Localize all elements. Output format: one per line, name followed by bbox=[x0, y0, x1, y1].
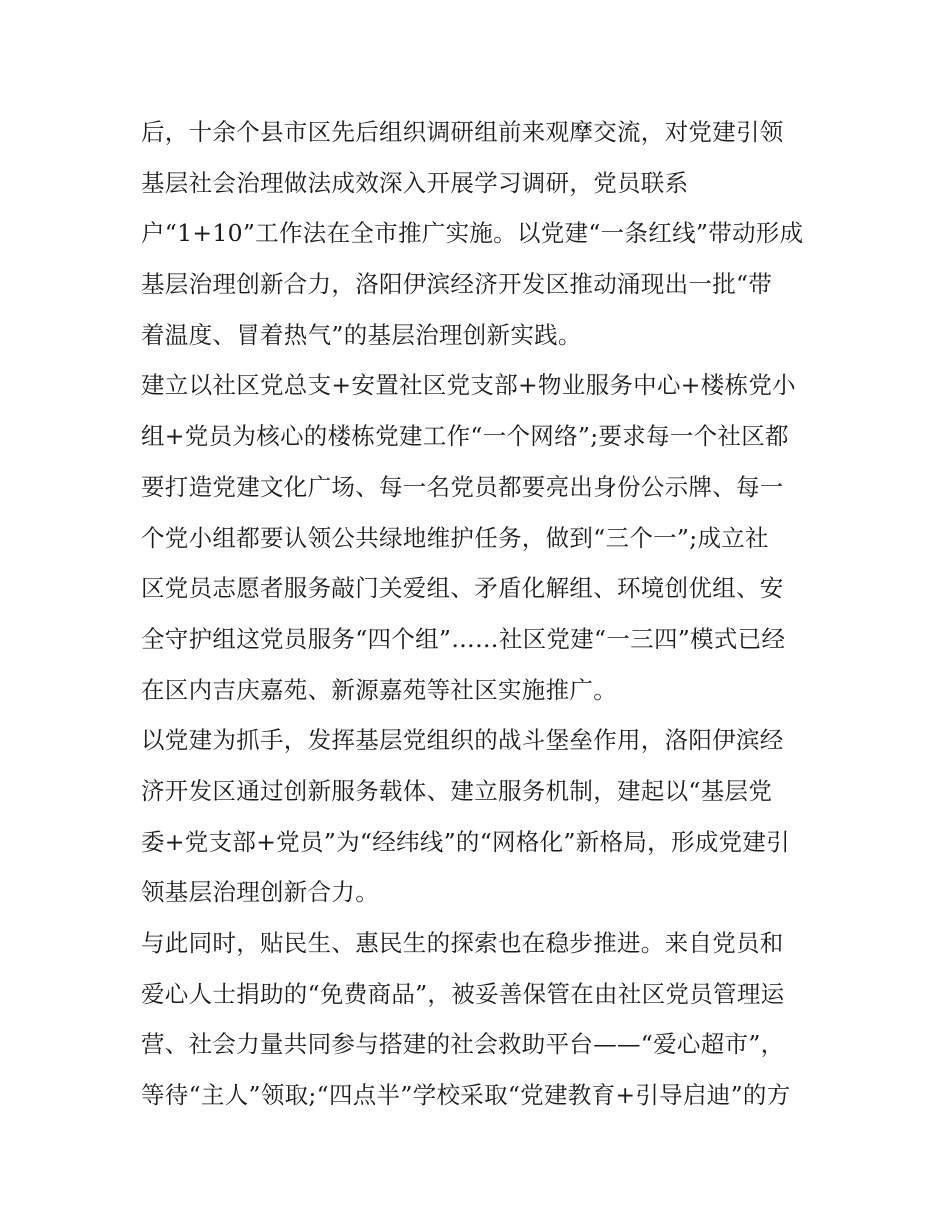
text-line: 后，十余个县市区先后组织调研组前来观摩交流，对党建引领 bbox=[141, 118, 784, 146]
text-line: 全守护组这党员服务“四个组”……社区党建“一三四”模式已经 bbox=[141, 624, 786, 653]
text-line: 个党小组都要认领公共绿地维护任务，做到“三个一”;成立社 bbox=[141, 523, 769, 552]
text-line: 委+党支部+党员”为“经纬线”的“网格化”新格局，形成党建引 bbox=[141, 827, 790, 856]
text-line: 要打造党建文化广场、每一名党员都要亮出身份公示牌、每一 bbox=[141, 472, 784, 501]
text-line: 户“1+10”工作法在全市推广实施。以党建“一条红线”带动形成 bbox=[141, 219, 804, 248]
text-line: 营、社会力量共同参与搭建的社会救助平台——“爱心超市”， bbox=[141, 1030, 785, 1059]
text-line: 与此同时，贴民生、惠民生的探索也在稳步推进。来自党员和 bbox=[141, 929, 784, 957]
body-text bbox=[141, 107, 821, 1121]
text-line: 爱心人士捐助的“免费商品”，被妥善保管在由社区党员管理运 bbox=[141, 979, 785, 1008]
text-line: 济开发区通过创新服务载体、建立服务机制，建起以“基层党 bbox=[141, 776, 773, 805]
text-line: 区党员志愿者服务敲门关爱组、矛盾化解组、环境创优组、安 bbox=[141, 574, 784, 603]
text-line: 基层社会治理做法成效深入开展学习调研，党员联系 bbox=[141, 168, 689, 197]
text-line: 以党建为抓手，发挥基层党组织的战斗堡垒作用，洛阳伊滨经 bbox=[141, 726, 784, 755]
text-line: 等待“主人”领取;“四点半”学校采取“党建教育+引导启迪”的方 bbox=[141, 1081, 791, 1110]
text-line: 基层治理创新合力，洛阳伊滨经济开发区推动涌现出一批“带 bbox=[141, 270, 773, 299]
text-line: 着温度、冒着热气”的基层治理创新实践。 bbox=[141, 320, 582, 349]
text-line: 领基层治理创新合力。 bbox=[141, 878, 379, 907]
text-line: 在区内吉庆嘉苑、新源嘉苑等社区实施推广。 bbox=[141, 675, 617, 704]
text-line: 建立以社区党总支+安置社区党支部+物业服务中心+楼栋党小 bbox=[141, 371, 796, 400]
text-line: 组+党员为核心的楼栋党建工作“一个网络”;要求每一个社区都 bbox=[141, 422, 789, 451]
